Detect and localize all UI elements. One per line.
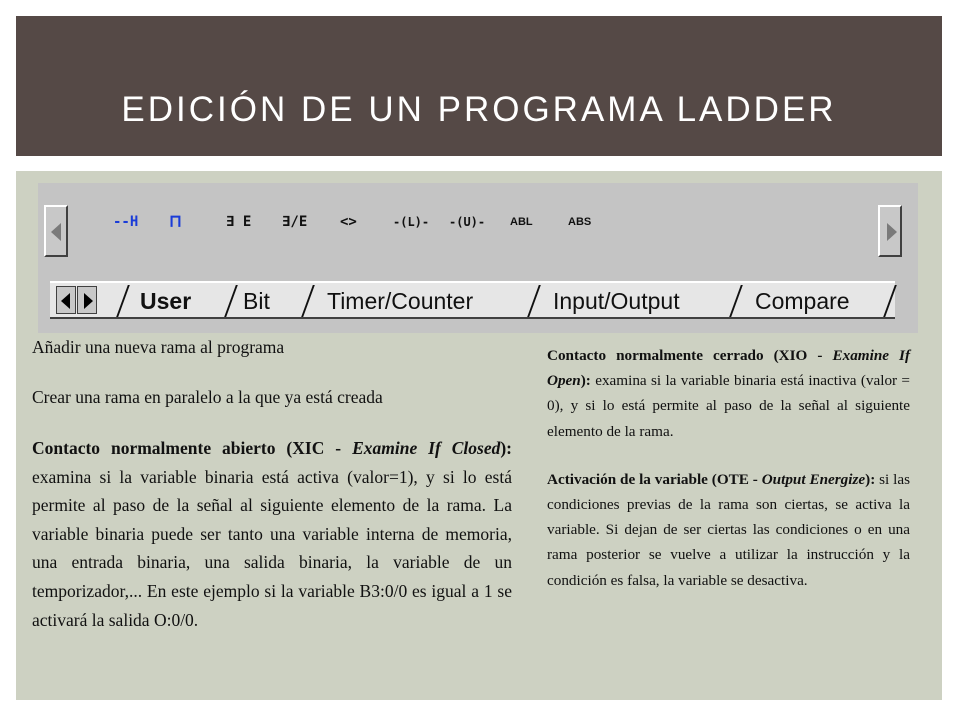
tab-compare[interactable]: Compare — [755, 288, 850, 314]
right-text-column — [547, 343, 910, 593]
branch-description: Crear una rama en paralelo a la que ya está creada — [32, 387, 383, 407]
new-rung-description: Añadir una nueva rama al programa — [32, 337, 285, 357]
xic-button[interactable]: ∃ E — [226, 214, 252, 230]
toolbar-scroll-left-button[interactable] — [44, 205, 68, 257]
arrow-right-icon — [887, 223, 897, 241]
triangle-right-icon — [84, 293, 93, 309]
abl-button[interactable]: ABL — [510, 216, 533, 228]
slide-title: EDICIÓN DE UN PROGRAMA LADDER — [121, 90, 837, 129]
tab-timer-counter[interactable]: Timer/Counter — [327, 288, 474, 314]
branch-button[interactable]: ⊓ — [170, 211, 181, 232]
toolbar-scroll-right-button[interactable] — [878, 205, 902, 257]
title-bar — [16, 16, 942, 156]
abs-button[interactable]: ABS — [568, 216, 592, 228]
xio-description: Contacto normalmente cerrado (XIO - Examine If Open): examina si la variable binaria está inactiva (valor = 0), y si lo está permite al paso de la señal al siguiente elemento de la rama. — [547, 347, 910, 440]
xic-description: Contacto normalmente abierto (XIC - Examine If Closed): examina si la variable binaria está activa (valor=1), y si lo está permite al paso de la señal al siguiente elemento de la rama. La variable binaria puede ser tanto una variable interna de memoria, una entrada binaria, una salida binaria, la variable de un temporizador,... En este ejemplo si la variable B3:0/0 es igual a 1 se activará la salida O:0/0. — [32, 438, 512, 630]
triangle-left-icon — [61, 293, 70, 309]
left-text-column — [32, 334, 512, 634]
arrow-left-icon — [51, 223, 61, 241]
tab-input-output[interactable]: Input/Output — [553, 288, 680, 314]
tab-user[interactable]: User — [140, 288, 192, 314]
xio-button[interactable]: ∃/E — [282, 214, 308, 230]
tab-prev-button[interactable] — [56, 286, 76, 314]
tab-next-button[interactable] — [77, 286, 97, 314]
otl-button[interactable]: -(L)- — [393, 215, 430, 229]
tab-bit[interactable]: Bit — [243, 288, 270, 314]
otu-button[interactable]: -(U)- — [449, 215, 486, 229]
new-rung-button[interactable]: --H — [113, 214, 139, 230]
ote-description: Activación de la variable (OTE - Output Energize): si las condiciones previas de la rama son ciertas, se activa la variable. Si dejan de ser ciertas las condiciones o en una rama posterior se vuelve a utilizar la instrucción y la condición es falsa, la variable se desactiva. — [547, 470, 910, 589]
ote-button[interactable]: <> — [340, 214, 357, 230]
